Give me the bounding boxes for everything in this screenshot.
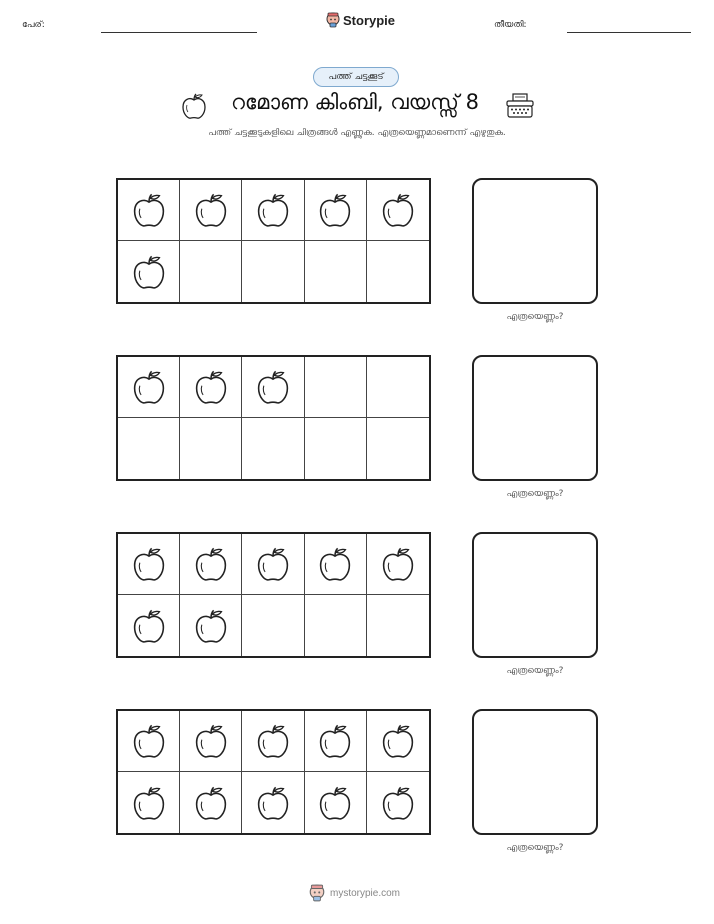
ten-frame-cell — [367, 241, 429, 302]
ten-frame-cell — [242, 534, 304, 595]
footer — [309, 884, 400, 902]
apple-icon — [381, 191, 415, 229]
ten-frame-cell — [118, 241, 180, 302]
ten-frame-cell — [180, 241, 242, 302]
apple-icon — [381, 722, 415, 760]
ten-frame-cell — [305, 534, 367, 595]
answer-box[interactable] — [472, 178, 598, 304]
ten-frame-cell — [118, 180, 180, 241]
answer-prompt: എത്രയെണ്ണം? — [506, 312, 564, 322]
ten-frame-cell — [367, 180, 429, 241]
ten-frame-cell — [118, 711, 180, 772]
apple-icon — [318, 191, 352, 229]
ten-frame-cell — [118, 418, 180, 479]
ten-frame-cell — [367, 534, 429, 595]
apple-icon — [132, 368, 166, 406]
ten-frame-cell — [118, 534, 180, 595]
apple-icon — [194, 545, 228, 583]
ten-frame-cell — [305, 711, 367, 772]
apple-icon — [132, 784, 166, 822]
ten-frame — [116, 178, 431, 304]
brand-name: Storypie — [343, 12, 396, 28]
apple-icon — [132, 722, 166, 760]
apple-icon — [132, 545, 166, 583]
name-label: പേര്: — [22, 20, 45, 30]
apple-icon — [256, 191, 290, 229]
apple-icon — [256, 368, 290, 406]
apple-icon — [318, 545, 352, 583]
ten-frame-cell — [242, 180, 304, 241]
apple-icon — [381, 784, 415, 822]
ten-frame-cell — [242, 241, 304, 302]
apple-icon — [318, 784, 352, 822]
mascot-icon — [326, 12, 340, 28]
apple-icon — [381, 545, 415, 583]
ten-frame-cell — [367, 595, 429, 656]
ten-frame-cell — [242, 418, 304, 479]
apple-icon — [194, 191, 228, 229]
apple-icon — [132, 607, 166, 645]
ten-frame-cell — [305, 241, 367, 302]
ten-frame-cell — [180, 418, 242, 479]
apple-icon — [256, 784, 290, 822]
ten-frame-cell — [242, 772, 304, 833]
ten-frame-cell — [118, 595, 180, 656]
ten-frame-cell — [180, 180, 242, 241]
apple-icon — [194, 722, 228, 760]
worksheet-header — [0, 0, 714, 50]
ten-frame-cell — [367, 711, 429, 772]
answer-prompt: എത്രയെണ്ണം? — [506, 489, 564, 499]
name-line — [101, 32, 257, 33]
ten-frame — [116, 532, 431, 658]
ten-frame-cell — [242, 357, 304, 418]
ten-frame-cell — [242, 595, 304, 656]
ten-frame-cell — [367, 357, 429, 418]
ten-frame-cell — [180, 595, 242, 656]
apple-icon — [194, 607, 228, 645]
footer-url: mystorypie.com — [330, 887, 401, 899]
page-title: റമോണ കിംബി, വയസ്സ് 8 — [231, 90, 479, 114]
worksheet-type-badge: പത്ത് ചട്ടക്കൂട് — [313, 67, 399, 87]
ten-frame-cell — [180, 711, 242, 772]
apple-icon — [132, 253, 166, 291]
ten-frame-cell — [180, 357, 242, 418]
apple-icon — [194, 368, 228, 406]
apple-icon — [256, 545, 290, 583]
apple-icon — [256, 722, 290, 760]
apple-icon — [194, 784, 228, 822]
ten-frame-cell — [305, 772, 367, 833]
answer-prompt: എത്രയെണ്ണം? — [506, 843, 564, 853]
ten-frame-cell — [367, 772, 429, 833]
ten-frame-cell — [305, 357, 367, 418]
answer-prompt: എത്രയെണ്ണം? — [506, 666, 564, 676]
apple-icon — [132, 191, 166, 229]
ten-frame-cell — [180, 772, 242, 833]
ten-frame-cell — [305, 180, 367, 241]
ten-frame-cell — [242, 711, 304, 772]
date-line — [567, 32, 691, 33]
apple-icon — [318, 722, 352, 760]
answer-box[interactable] — [472, 355, 598, 481]
ten-frame-cell — [367, 418, 429, 479]
mascot-icon — [309, 884, 325, 902]
instructions: പത്ത് ചട്ടക്കൂടുകളിലെ ചിത്രങ്ങൾ എണ്ണുക. എത്രയെണ്ണമാണെന്ന് എഴുതുക. — [208, 128, 506, 138]
ten-frame-cell — [180, 534, 242, 595]
ten-frame — [116, 355, 431, 481]
answer-box[interactable] — [472, 709, 598, 835]
brand-logo — [326, 12, 395, 28]
ten-frame — [116, 709, 431, 835]
ten-frame-cell — [305, 595, 367, 656]
ten-frame-cell — [118, 772, 180, 833]
answer-box[interactable] — [472, 532, 598, 658]
date-label: തീയതി: — [494, 20, 527, 30]
ten-frame-cell — [305, 418, 367, 479]
ten-frame-cell — [118, 357, 180, 418]
typewriter-icon — [505, 93, 535, 119]
